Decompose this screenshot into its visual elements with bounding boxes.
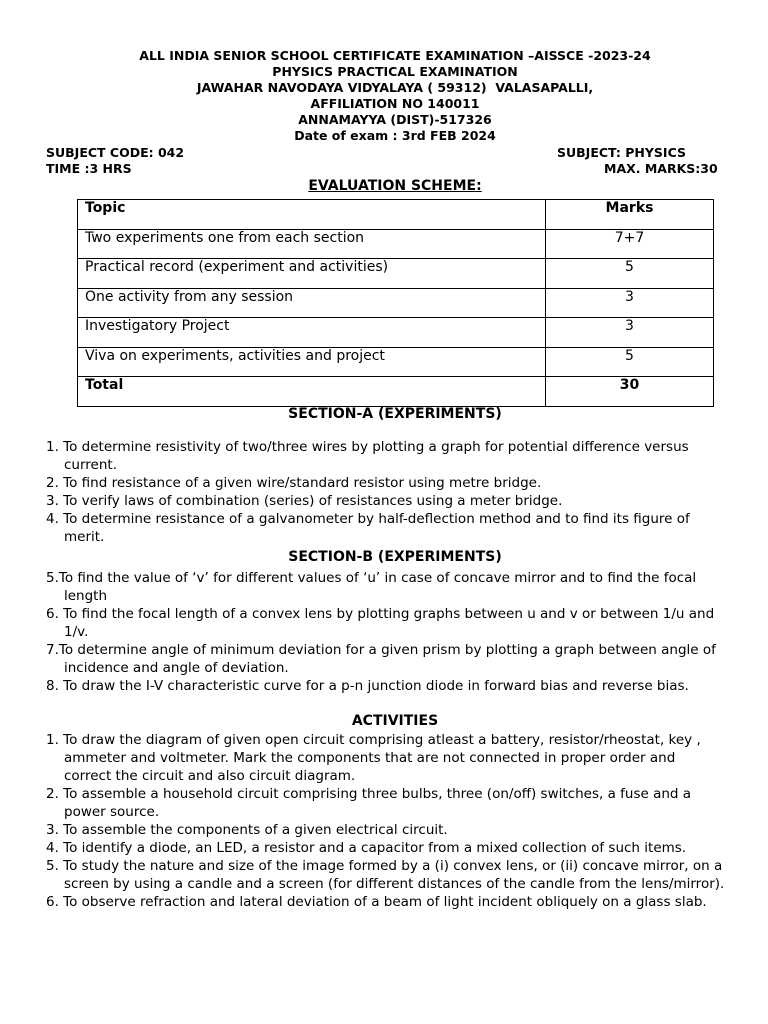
school-name: JAWAHAR NAVODAYA VIDYALAYA ( 59312) VALASAPALLI, [196,80,594,95]
total-label: Total [78,377,546,407]
activities-list [46,731,726,911]
exam-title: ALL INDIA SENIOR SCHOOL CERTIFICATE EXAMINATION –AISSCE -2023-24 [139,48,651,63]
table-row [78,229,714,259]
subject-code: SUBJECT CODE: 042 [46,145,185,160]
list-item [46,569,726,605]
item-number: 8. [46,678,64,694]
list-item [46,677,726,695]
item-text: To determine angle of minimum deviation for a given prism by plotting a graph between angle of incidence and angle of deviation. [58,642,716,676]
item-text: To find the value of ‘v’ for different values of ‘u’ in case of concave mirror and to find the focal length [58,570,697,604]
table-header-row [78,200,714,230]
item-number: 3. [46,493,64,509]
item-number: 5. [46,570,59,586]
total-marks: 30 [546,377,714,407]
list-item [46,839,726,857]
marks-column-header: Marks [546,200,714,230]
topic-column-header: Topic [78,200,546,230]
list-item [46,821,726,839]
item-number: 6. [46,606,64,622]
item-text: To assemble the components of a given electrical circuit. [63,822,448,838]
item-number: 7. [46,642,59,658]
topic-cell: Two experiments one from each section [78,229,546,259]
marks-cell: 5 [546,259,714,289]
topic-cell: Practical record (experiment and activities) [78,259,546,289]
affiliation-number: AFFILIATION NO 140011 [310,96,480,111]
table-row [78,318,714,348]
section-b-list [46,569,726,695]
item-number: 4. [46,840,64,856]
item-number: 2. [46,475,64,491]
item-text: To find resistance of a given wire/standard resistor using metre bridge. [63,475,542,491]
item-text: To identify a diode, an LED, a resistor and a capacitor from a mixed collection of such items. [63,840,687,856]
list-item [46,893,726,911]
max-marks: MAX. MARKS:30 [604,161,718,176]
evaluation-scheme-table [77,199,714,407]
list-item [46,605,726,641]
list-item [46,731,726,785]
evaluation-scheme-title: EVALUATION SCHEME: [308,178,482,194]
exam-duration: TIME :3 HRS [46,161,132,176]
total-row [78,377,714,407]
list-item [46,438,726,474]
activities-title: ACTIVITIES [351,713,439,729]
list-item [46,492,726,510]
item-number: 1. [46,439,64,455]
list-item [46,857,726,893]
item-text: To draw the I-V characteristic curve for a p-n junction diode in forward bias and reverse bias. [63,678,689,694]
item-number: 2. [46,786,64,802]
exam-subtitle: PHYSICS PRACTICAL EXAMINATION [272,64,518,79]
item-number: 3. [46,822,64,838]
item-number: 5. [46,858,64,874]
table-row [78,288,714,318]
item-text: To determine resistivity of two/three wires by plotting a graph for potential difference versus current. [63,439,689,473]
item-number: 1. [46,732,64,748]
item-text: To find the focal length of a convex lens by plotting graphs between u and v or between 1/u and 1/v. [63,606,715,640]
table-row [78,347,714,377]
section-a-title: SECTION-A (EXPERIMENTS) [288,406,502,422]
list-item [46,641,726,677]
list-item [46,785,726,821]
item-number: 6. [46,894,64,910]
exam-date: Date of exam : 3rd FEB 2024 [294,128,496,143]
marks-cell: 3 [546,288,714,318]
topic-cell: Investigatory Project [78,318,546,348]
section-a-list [46,438,726,546]
marks-cell: 5 [546,347,714,377]
item-text: To draw the diagram of given open circuit comprising atleast a battery, resistor/rheostat, key , ammeter and voltmeter. Mark the components that are not connected in proper order and correct the circuit and also circuit diagram. [63,732,701,784]
item-text: To study the nature and size of the image formed by a (i) convex lens, or (ii) concave mirror, on a screen by using a candle and a screen (for different distances of the candle from the lens/mirror). [63,858,725,892]
subject-name: SUBJECT: PHYSICS [557,145,686,160]
marks-cell: 7+7 [546,229,714,259]
item-text: To determine resistance of a galvanometer by half-deflection method and to find its figure of merit. [63,511,690,545]
list-item [46,474,726,492]
district: ANNAMAYYA (DIST)-517326 [298,112,492,127]
list-item [46,510,726,546]
item-number: 4. [46,511,64,527]
topic-cell: One activity from any session [78,288,546,318]
table-row [78,259,714,289]
topic-cell: Viva on experiments, activities and project [78,347,546,377]
item-text: To assemble a household circuit comprising three bulbs, three (on/off) switches, a fuse and a power source. [63,786,692,820]
item-text: To observe refraction and lateral deviation of a beam of light incident obliquely on a glass slab. [63,894,707,910]
marks-cell: 3 [546,318,714,348]
item-text: To verify laws of combination (series) of resistances using a meter bridge. [63,493,563,509]
section-b-title: SECTION-B (EXPERIMENTS) [288,549,502,565]
